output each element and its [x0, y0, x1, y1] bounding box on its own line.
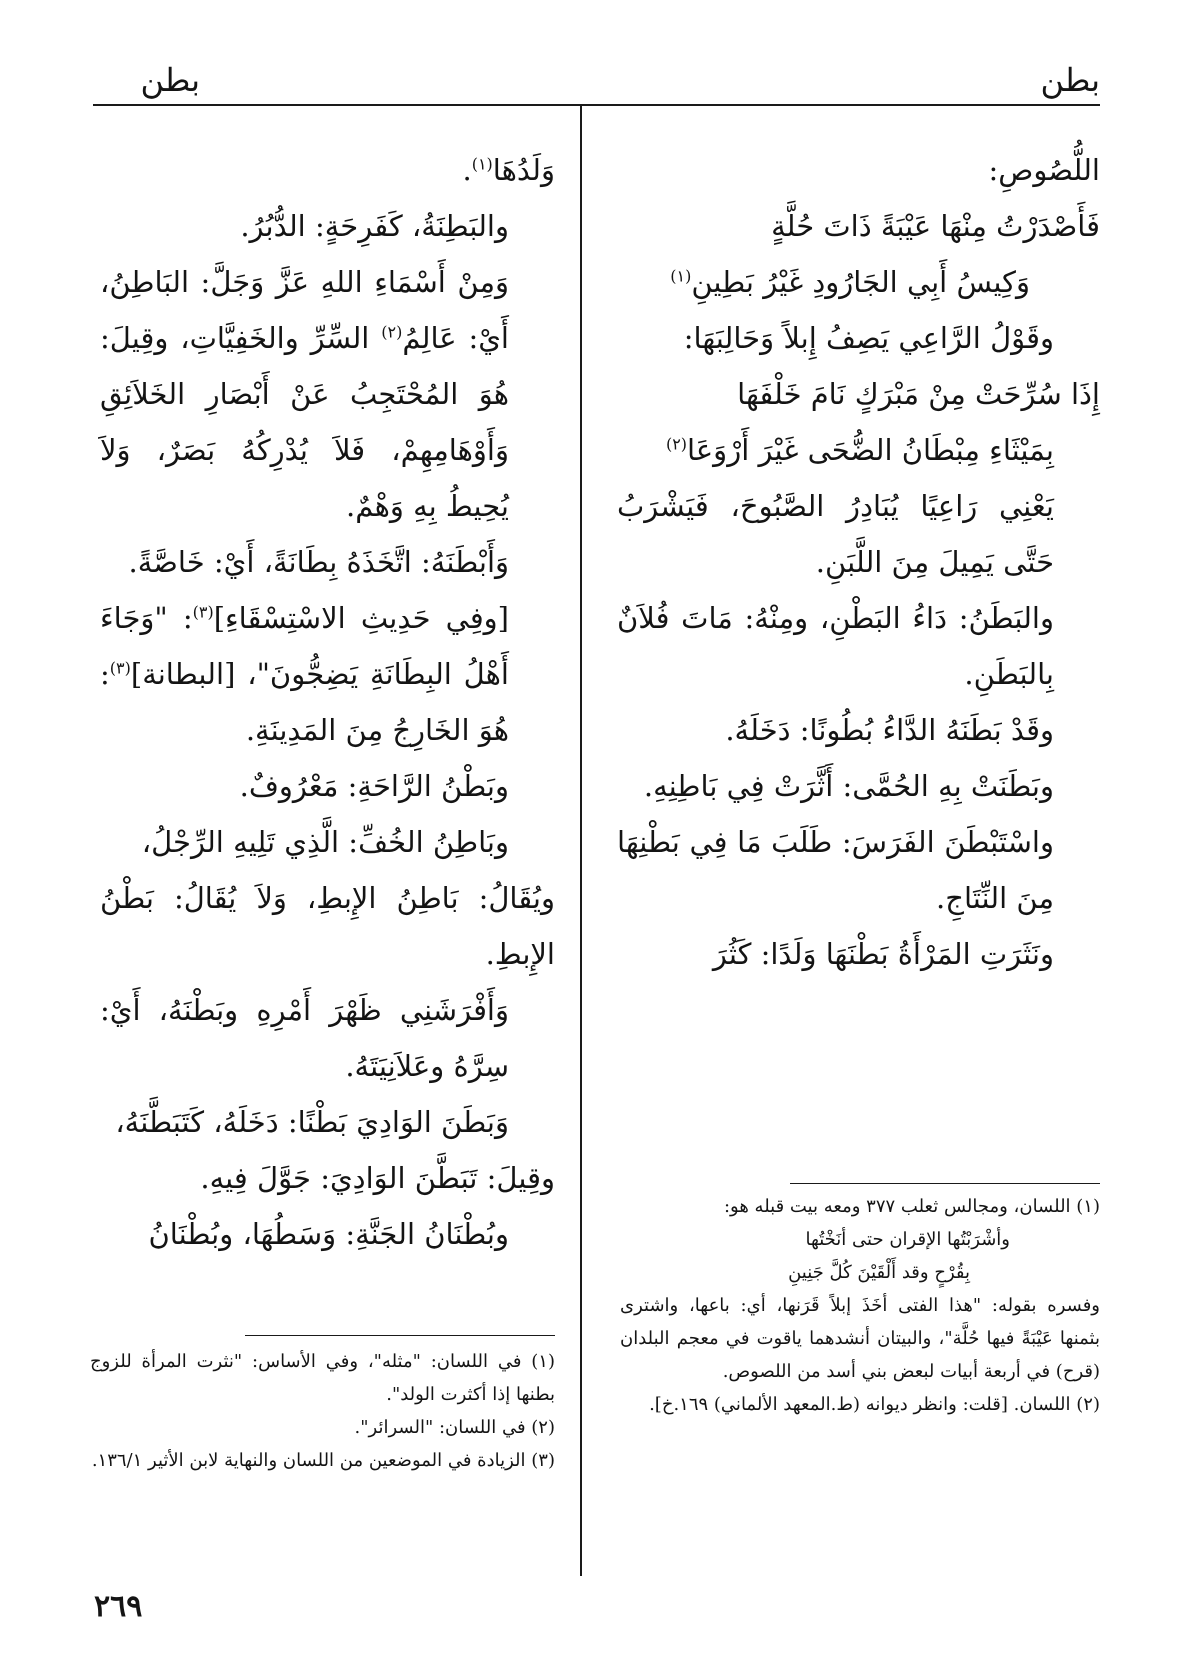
verse-line: فَأَصْدَرْتُ مِنْهَا عَيْبَةً ذَاتَ حُلَّةٍ: [771, 209, 1100, 243]
verse-line: بِمَيْثَاءِ مِبْطَانُ الضُّحَى غَيْرَ أَرْوَعَا$^{(٢)}$: [665, 433, 1054, 467]
paragraph: وَأَفْرَشَنِي ظَهْرَ أَمْرِهِ وبَطْنَهُ، أَيْ: سِرَّهُ وعَلاَنِيَتَهُ.: [100, 993, 509, 1083]
page-number: ٢٦٩: [94, 1589, 143, 1624]
paragraph: وَبَطَنَ الوَادِيَ بَطْنًا: دَخَلَهُ، كَتَبَطَّنَهُ،: [115, 1105, 509, 1139]
paragraph: وبَاطِنُ الخُفِّ: الَّذِي تَلِيهِ الرِّجْلُ،: [141, 825, 509, 859]
column-divider: [580, 106, 582, 1576]
paragraph: وقَدْ بَطَنَهُ الدَّاءُ بُطُونًا: دَخَلَهُ.: [725, 713, 1054, 747]
paragraph: والبَطِنَةُ، كَفَرِحَةٍ: الدُّبُرُ.: [240, 209, 509, 243]
footnote-rule-left: [245, 1335, 555, 1336]
paragraph: وبُطْنَانُ الجَنَّةِ: وَسَطُهَا، وبُطْنَانُ: [148, 1217, 509, 1251]
paragraph: ويُقَالُ: بَاطِنُ الإِبطِ، وَلاَ يُقَالُ: بَطْنُ الإِبطِ.: [100, 881, 555, 971]
footnote: (٢) اللسان. [قلت: وانظر ديوانه (ط.المعهد الألماني) ١٦٩.خ].: [649, 1394, 1100, 1415]
footnotes-left: [90, 1345, 555, 1477]
footnote: (١) اللسان، ومجالس ثعلب ٣٧٧ ومعه بيت قبله هو:: [723, 1196, 1100, 1217]
footnote-ref: (٣): [109, 658, 131, 678]
footnote-ref: (٢): [665, 434, 688, 454]
footnote-ref: (١): [670, 266, 692, 286]
header-entry-word-left: بطن: [140, 61, 200, 99]
footnote: (١) في اللسان: "مثله"، وفي الأساس: "نثرت المرأة للزوج بطنها إذا أكثرت الولد".: [90, 1351, 555, 1405]
paragraph: [وفِي حَدِيثِ الاسْتِسْقَاءِ]$^{(٣)}$: "وَجَاءَ أَهْلُ البِطَانَةِ يَضِجُّونَ"، [البطانة]$^{(٣)}$: هُوَ الخَارِجُ مِنَ المَدِينَةِ.: [100, 601, 509, 747]
footnote: (٣) الزيادة في الموضعين من اللسان والنهاية لابن الأثير ١٣٦/١.: [91, 1450, 555, 1471]
footnote-ref: (٣): [192, 602, 214, 622]
verse-line: وَكِيسُ أَبِي الجَارُودِ غَيْرُ بَطِينِ$^{(١)}$: [670, 265, 1030, 299]
footnotes-right: [620, 1190, 1100, 1421]
paragraph: وَمِنْ أَسْمَاءِ اللهِ عَزَّ وَجَلَّ: البَاطِنُ، أَيْ: عَالِمُ$^{(٢)}$ السِّرِّ والخَفِيَّاتِ، وقِيلَ: هُوَ المُحْتَجِبُ عَنْ أَبْصَارِ الخَلاَئِقِ وَأَوْهَامِهِمْ، فَلاَ يُدْرِكُهُ بَصَرٌ، وَلاَ يُحِيطُ بِهِ وَهْمٌ.: [100, 265, 509, 523]
header-entry-word-right: بطن: [1040, 61, 1100, 99]
paragraph: وَلَدُهَا$^{(١)}$.: [462, 153, 555, 187]
footnote-rule-right: [790, 1183, 1100, 1184]
paragraph: واسْتَبْطَنَ الفَرَسَ: طَلَبَ مَا فِي بَطْنِهَا مِنَ النِّتَاجِ.: [617, 825, 1054, 915]
footnote: (٢) في اللسان: "السرائر".: [354, 1417, 555, 1438]
right-column: [617, 142, 1100, 982]
paragraph: وبَطْنُ الرَّاحَةِ: مَعْرُوفٌ.: [239, 769, 509, 803]
paragraph: وبَطَنَتْ بِهِ الحُمَّى: أَثَّرَتْ فِي بَاطِنِهِ.: [643, 769, 1054, 803]
paragraph: يَعْنِي رَاعِيًا يُبَادِرُ الصَّبُوحَ، فَيَشْرَبُ حَتَّى يَمِيلَ مِنَ اللَّبَنِ.: [617, 489, 1054, 579]
paragraph: وَأَبْطَنَهُ: اتَّخَذَهُ بِطَانَةً، أَيْ: خَاصَّةً.: [128, 545, 509, 579]
left-column: [100, 142, 555, 1262]
text-line: اللُّصُوصِ:: [988, 153, 1100, 187]
verse-line: إِذَا سُرِّحَتْ مِنْ مَبْرَكٍ نَامَ خَلْفَهَا: [737, 377, 1100, 411]
footnote-ref: (١): [471, 154, 493, 174]
paragraph: وقِيلَ: تَبَطَّنَ الوَادِيَ: جَوَّلَ فِيهِ.: [200, 1161, 555, 1195]
paragraph: ونَثَرَتِ المَرْأَةُ بَطْنَهَا وَلَدًا: كَثُرَ: [712, 937, 1054, 971]
paragraph: والبَطَنُ: دَاءُ البَطْنِ، ومِنْهُ: مَاتَ فُلاَنٌ بِالبَطَنِ.: [617, 601, 1054, 691]
text-line: وقَوْلُ الرَّاعِي يَصِفُ إِبلاً وَحَالِبَهَا:: [683, 321, 1054, 355]
footnote: وفسره بقوله: "هذا الفتى أخَذَ إبلاً قَرَنها، أي: باعها، واشترى بثمنها عَيْبَةً فيها حُلَّة"، والبيتان أنشدهما ياقوت في معجم البلدان (قرح) في أربعة أبيات لبعض بني أسد من اللصوص.: [620, 1295, 1100, 1382]
footnote-ref: (٢): [381, 322, 403, 342]
header-rule: [93, 104, 1100, 106]
footnote-verse: بِقُرْحٍ وقد أَلْقَيْنَ كُلَّ جَنِينِ: [788, 1262, 970, 1283]
footnote-verse: وأشْرَبْتُها الإقران حتى أنَخْتُها: [805, 1229, 1010, 1250]
